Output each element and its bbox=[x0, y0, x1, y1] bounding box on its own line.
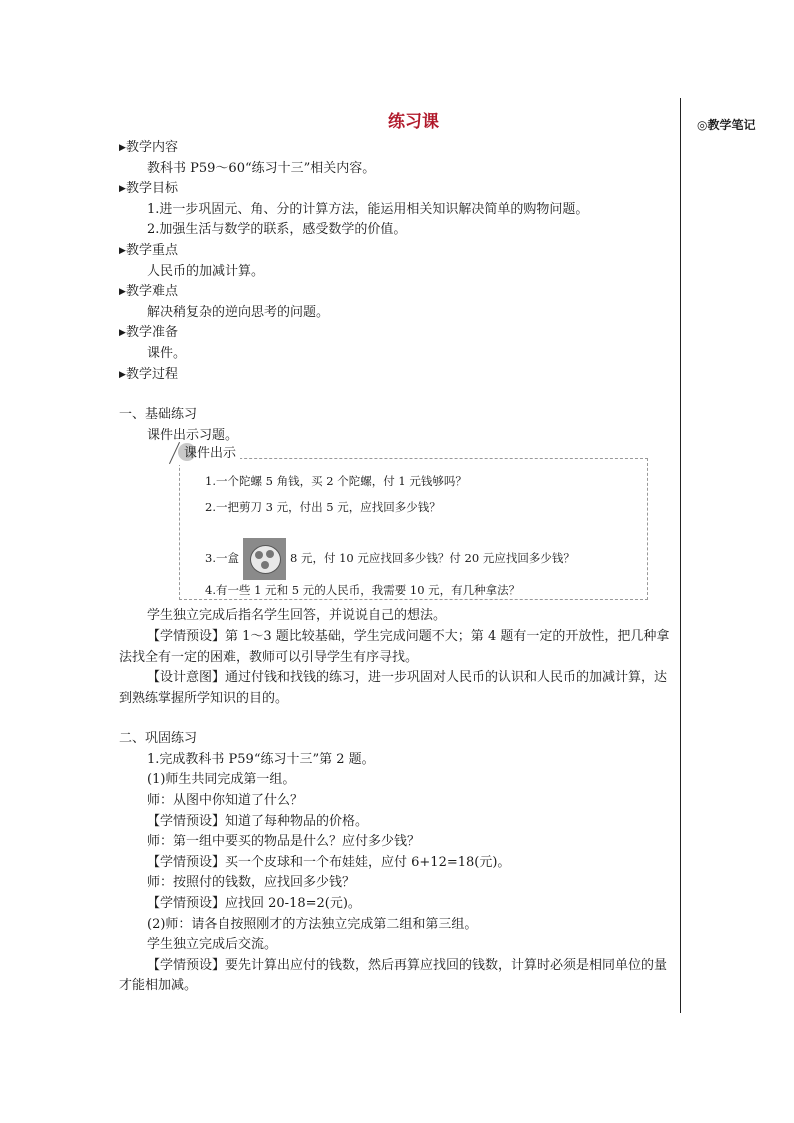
part2-line: 【学情预设】知道了每种物品的价格。 bbox=[147, 813, 369, 829]
teaching-notes-label: ◎教学笔记 bbox=[697, 118, 756, 132]
part2-line: 【学情预设】买一个皮球和一个布娃娃，应付 6+12=18(元)。 bbox=[147, 854, 511, 870]
part2-line: 师：按照付的钱数，应找回多少钱？ bbox=[147, 875, 356, 891]
key-body: 人民币的加减计算。 bbox=[147, 263, 265, 279]
goal-item: 1.进一步巩固元、角、分的计算方法，能运用相关知识解决简单的购物问题。 bbox=[147, 201, 589, 217]
part2-line: 师：从图中你知道了什么？ bbox=[147, 793, 304, 809]
heading-difficulty: ▶教学难点 bbox=[119, 282, 675, 303]
part1-intro: 课件出示习题。 bbox=[147, 427, 239, 443]
heading-content: ▶教学内容 bbox=[119, 138, 675, 159]
part2-line: (2)师：请各自按照刚才的方法独立完成第二组和第三组。 bbox=[147, 916, 478, 932]
part2-heading: 二、巩固练习 bbox=[119, 731, 198, 747]
part2-last-preset: 【学情预设】要先计算出应付的钱数，然后再算应找回的钱数，计算时必须是相同单位的量才能相加减。 bbox=[119, 957, 668, 994]
page-title: 练习课 bbox=[388, 112, 439, 132]
difficulty-body: 解决稍复杂的逆向思考的问题。 bbox=[147, 304, 330, 320]
exercise-question: 4.有一些 1 元和 5 元的人民币，我需要 10 元，有几种拿法？ bbox=[205, 583, 521, 598]
bullet-triangle-icon: ▶ bbox=[119, 287, 126, 298]
exercise-question: 2.一把剪刀 3 元，付出 5 元，应找回多少钱？ bbox=[205, 500, 441, 515]
heading-goals: ▶教学目标 bbox=[119, 179, 675, 200]
part2-line: 1.完成教科书 P59“练习十三”第 2 题。 bbox=[147, 751, 375, 767]
bullet-triangle-icon: ▶ bbox=[119, 328, 126, 339]
heading-prep: ▶教学准备 bbox=[119, 323, 675, 344]
lesson-content bbox=[119, 138, 675, 997]
part1-after: 学生独立完成后指名学生回答，并说说自己的想法。 bbox=[147, 608, 447, 624]
notes-divider bbox=[680, 98, 681, 1013]
content-body: 教科书 P59～60“练习十三”相关内容。 bbox=[147, 160, 376, 176]
bullet-triangle-icon: ▶ bbox=[119, 143, 126, 153]
prep-body: 课件。 bbox=[147, 345, 187, 361]
part2-line: 学生独立完成后交流。 bbox=[147, 937, 278, 953]
part2-line: 【学情预设】应找回 20-18=2(元)。 bbox=[147, 896, 361, 912]
bullet-triangle-icon: ▶ bbox=[119, 245, 126, 256]
food-plate-image bbox=[243, 538, 286, 580]
bullet-triangle-icon: ▶ bbox=[119, 184, 126, 195]
part1-preset: 【学情预设】第 1～3 题比较基础，学生完成问题不大；第 4 题有一定的开放性，把几种拿法找全有一定的困难，教师可以引导学生有序寻找。 bbox=[119, 628, 670, 665]
heading-key: ▶教学重点 bbox=[119, 241, 675, 262]
courseware-tag: 课件出示 bbox=[178, 443, 240, 465]
bullet-triangle-icon: ▶ bbox=[119, 369, 126, 380]
part1-heading: 一、基础练习 bbox=[119, 407, 198, 423]
heading-process: ▶教学过程 bbox=[119, 365, 675, 386]
part2-line: 师：第一组中要买的物品是什么？应付多少钱？ bbox=[147, 834, 421, 850]
part2-line: (1)师生共同完成第一组。 bbox=[147, 772, 296, 788]
exercise-question: 1.一个陀螺 5 角钱，买 2 个陀螺，付 1 元钱够吗？ bbox=[205, 474, 467, 489]
goal-item: 2.加强生活与数学的联系，感受数学的价值。 bbox=[147, 222, 407, 238]
exercise-question: 3.一盒 8 元，付 10 元应找回多少钱？付 20 元应找回多少钱？ bbox=[205, 538, 575, 580]
courseware-exercise-box bbox=[179, 446, 648, 600]
part1-intent: 【设计意图】通过付钱和找钱的练习，进一步巩固对人民币的认识和人民币的加减计算，达到熟练掌握所学知识的目的。 bbox=[119, 670, 668, 706]
